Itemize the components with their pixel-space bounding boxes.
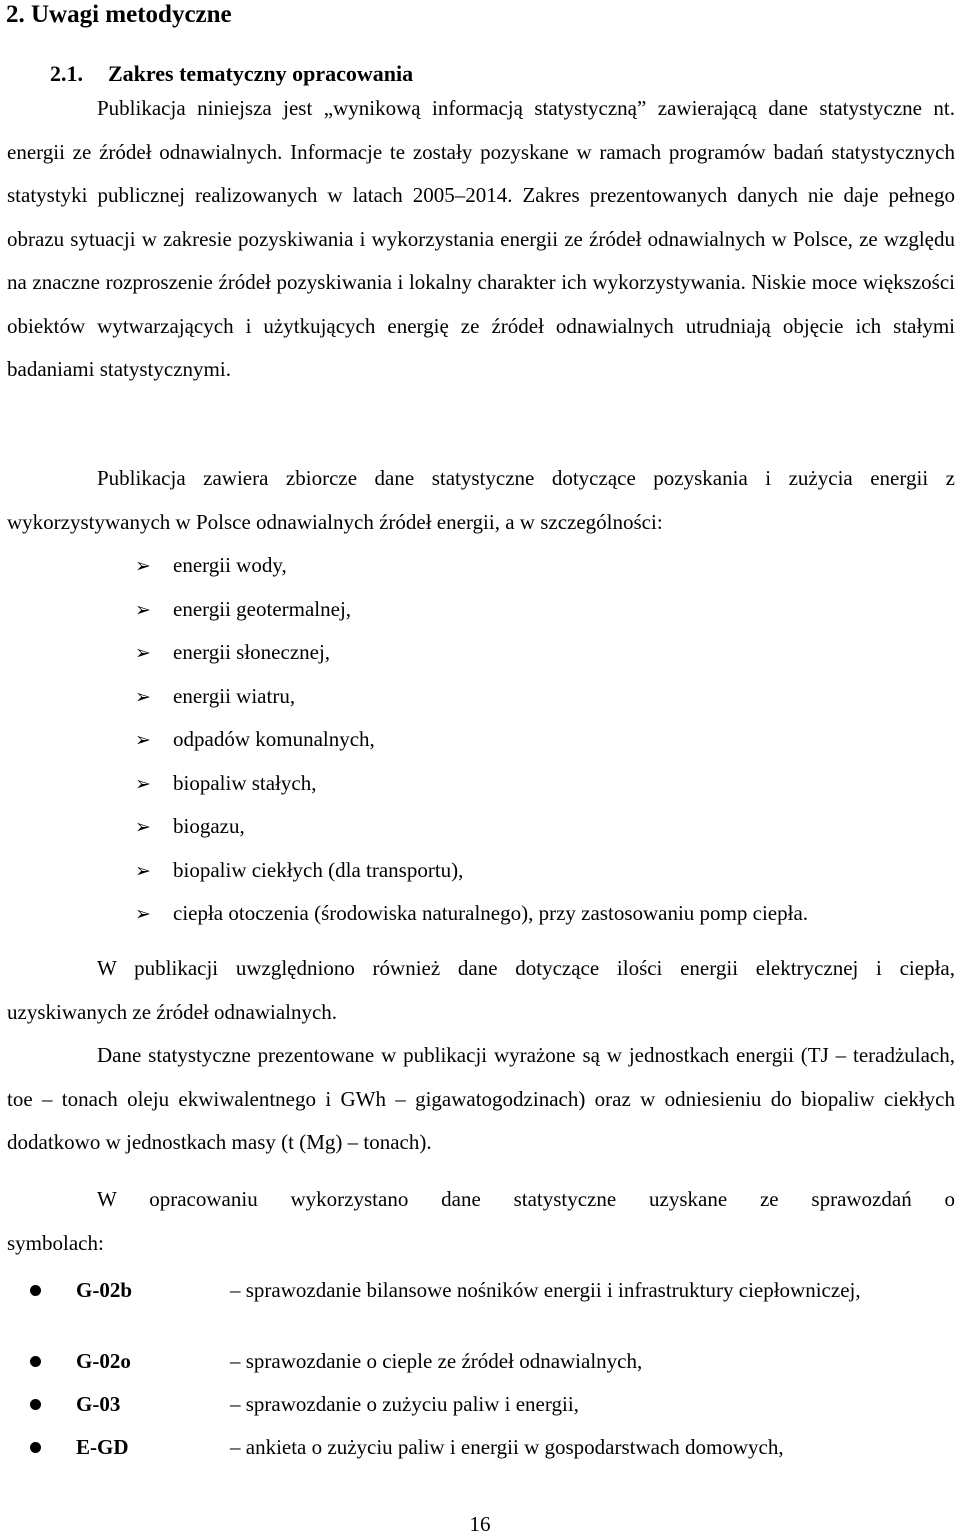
paragraph-units: Dane statystyczne prezentowane w publikacji wyrażone są w jednostkach energii (TJ – teradżulach, toe – tonach oleju ekwiwalentnego i GWh – gigawatogodzinach) oraz w odniesieniu do biopaliw ciekłych dodatkowo w jednostkach masy (t (Mg) – tonach). [7,1043,955,1154]
list-item: ➢ ciepła otoczenia (środowiska naturalnego), przy zastosowaniu pomp ciepła. [135,892,808,936]
list-item: ➢ odpadów komunalnych, [135,718,808,762]
subsection-title: Zakres tematyczny opracowania [108,61,414,86]
arrow-bullet-icon: ➢ [135,817,151,838]
paragraph-sources: W opracowaniu wykorzystano dane statystyczne uzyskane ze sprawozdań o symbolach: [7,1187,955,1255]
report-description: – sprawozdanie o zużyciu paliw i energii, [230,1392,579,1416]
arrow-bullet-icon: ➢ [135,773,151,795]
section-number: 2. [6,1,25,28]
list-item: ➢ biogazu, [135,805,808,849]
list-item: ➢ energii geotermalnej, [135,588,808,632]
report-description: – ankieta o zużyciu paliw i energii w gospodarstwach domowych, [230,1435,784,1459]
report-code: E-GD [76,1435,129,1459]
report-code: G-03 [76,1392,121,1416]
report-description: – sprawozdanie o cieple ze źródeł odnawialnych, [230,1349,643,1373]
bullet-dot-icon [30,1442,41,1453]
arrow-bullet-icon: ➢ [135,556,151,577]
section-heading [6,0,232,30]
bullet-dot-icon [30,1356,41,1367]
arrow-bullet-icon: ➢ [135,599,151,621]
arrow-bullet-icon: ➢ [135,730,151,751]
subsection-heading [50,59,413,89]
arrow-bullet-icon: ➢ [135,860,151,882]
report-code: G-02o [76,1349,131,1373]
list-item: ➢ energii wiatru, [135,675,808,719]
bullet-dot-icon [30,1399,41,1410]
section-title: Uwagi metodyczne [31,1,232,28]
report-description: – sprawozdanie bilansowe nośników energii i infrastruktury ciepłowniczej, [230,1278,861,1302]
page-number: 16 [469,1512,491,1536]
list-item: ➢ biopaliw stałych, [135,762,808,806]
energy-source-list [135,544,808,936]
subsection-number: 2.1. [50,61,83,86]
paragraph-contents: Publikacja zawiera zbiorcze dane statystyczne dotyczące pozyskania i zużycia energii z wykorzystywanych w Polsce odnawialnych źródeł energii, a w szczególności: [7,466,955,534]
paragraph-scope: Publikacja niniejsza jest „wynikową informacją statystyczną” zawierającą dane statystyczne nt. energii ze źródeł odnawialnych. Informacje te zostały pozyskane w ramach programów badań statystycznych statystyki publicznej realizowanych w latach 2005–2014. Zakres prezentowanych danych nie daje pełnego obrazu sytuacji w zakresie pozyskiwania i wykorzystania energii ze źródeł odnawialnych w Polsce, ze względu na znaczne rozproszenie źródeł pozyskiwania i lokalny charakter ich wykorzystywania. Niskie moce większości obiektów wytwarzających i użytkujących energię ze źródeł odnawialnych utrudniają objęcie ich stałymi badaniami statystycznymi. [7,96,955,381]
arrow-bullet-icon: ➢ [135,643,151,664]
list-item: ➢ energii wody, [135,544,808,588]
report-code: G-02b [76,1278,133,1302]
list-item: ➢ biopaliw ciekłych (dla transportu), [135,849,808,893]
paragraph-electricity-heat: W publikacji uwzględniono również dane dotyczące ilości energii elektrycznej i ciepła, uzyskiwanych ze źródeł odnawialnych. [7,956,955,1024]
list-item: ➢ energii słonecznej, [135,631,808,675]
arrow-bullet-icon: ➢ [135,904,151,925]
arrow-bullet-icon: ➢ [135,686,151,708]
bullet-dot-icon [30,1285,41,1296]
